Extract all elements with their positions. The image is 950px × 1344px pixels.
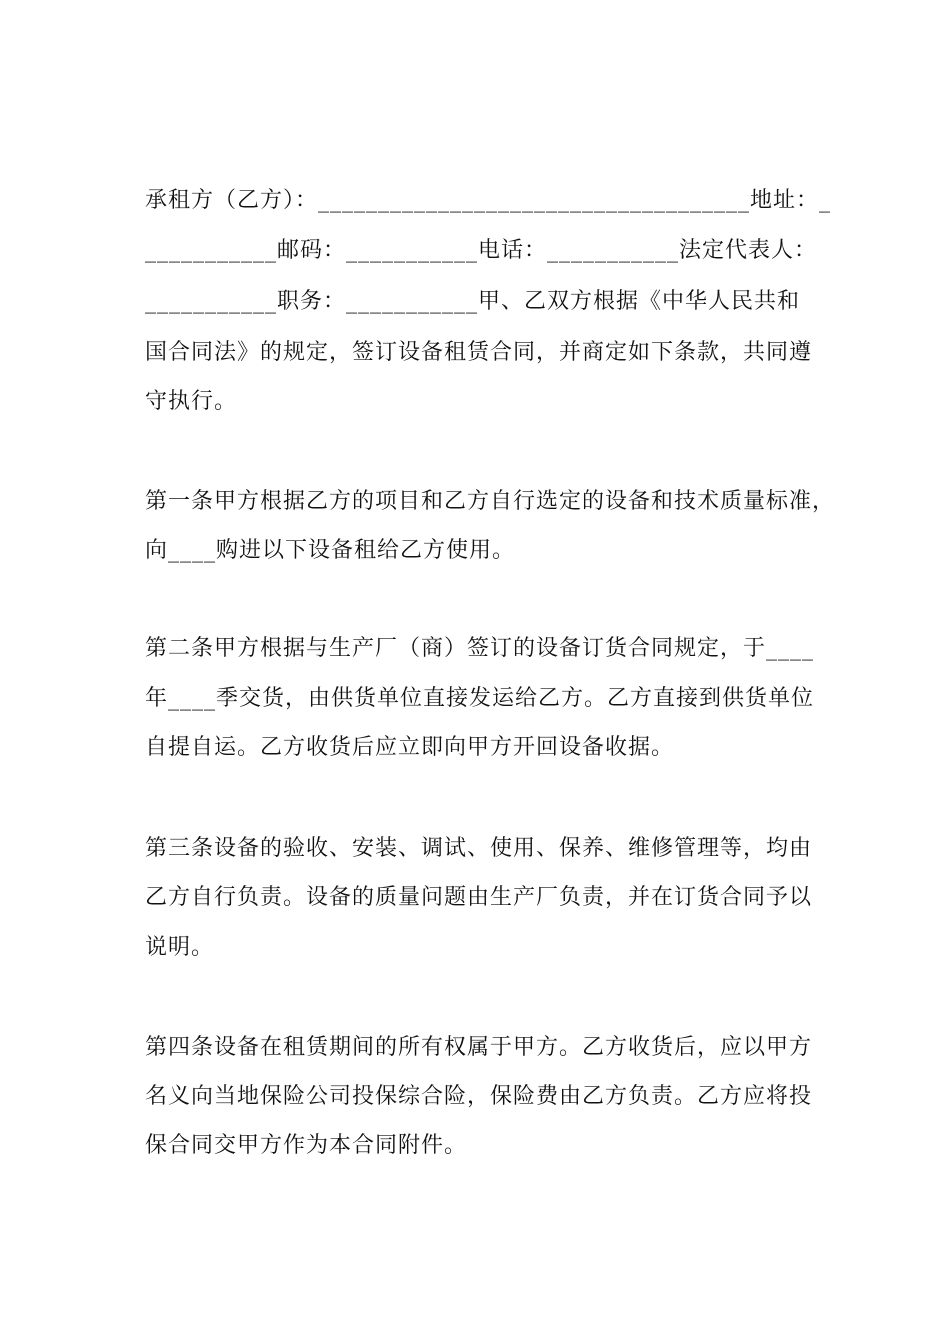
text-line: 保合同交甲方作为本合同附件。: [145, 1133, 468, 1158]
text-line: 第一条甲方根据乙方的项目和乙方自行选定的设备和技术质量标准，: [145, 489, 836, 514]
text-line: ___________邮码：___________电话：___________法定代表人：: [145, 238, 818, 263]
text-line: 承租方（乙方）：____________________________________地址：_: [145, 188, 832, 213]
text-line: 守执行。: [145, 389, 238, 414]
text-line: 名义向当地保险公司投保综合险，保险费由乙方负责。乙方应将投: [145, 1084, 813, 1109]
text-line: ___________职务：___________甲、乙双方根据《中华人民共和: [145, 289, 801, 314]
text-line: 年____季交货，由供货单位直接发运给乙方。乙方直接到供货单位: [145, 686, 815, 711]
text-line: 自提自运。乙方收货后应立即向甲方开回设备收据。: [145, 735, 675, 760]
text-line: 第三条设备的验收、安装、调试、使用、保养、维修管理等，均由: [145, 836, 813, 861]
text-line: 乙方自行负责。设备的质量问题由生产厂负责，并在订货合同予以: [145, 885, 813, 910]
text-line: 向____购进以下设备租给乙方使用。: [145, 538, 516, 563]
text-line: 说明。: [145, 935, 215, 960]
text-line: 第二条甲方根据与生产厂（商）签订的设备订货合同规定，于____: [145, 636, 815, 661]
text-line: 第四条设备在租赁期间的所有权属于甲方。乙方收货后，应以甲方: [145, 1035, 813, 1060]
text-line: 国合同法》的规定，签订设备租赁合同，并商定如下条款，共同遵: [145, 340, 813, 365]
